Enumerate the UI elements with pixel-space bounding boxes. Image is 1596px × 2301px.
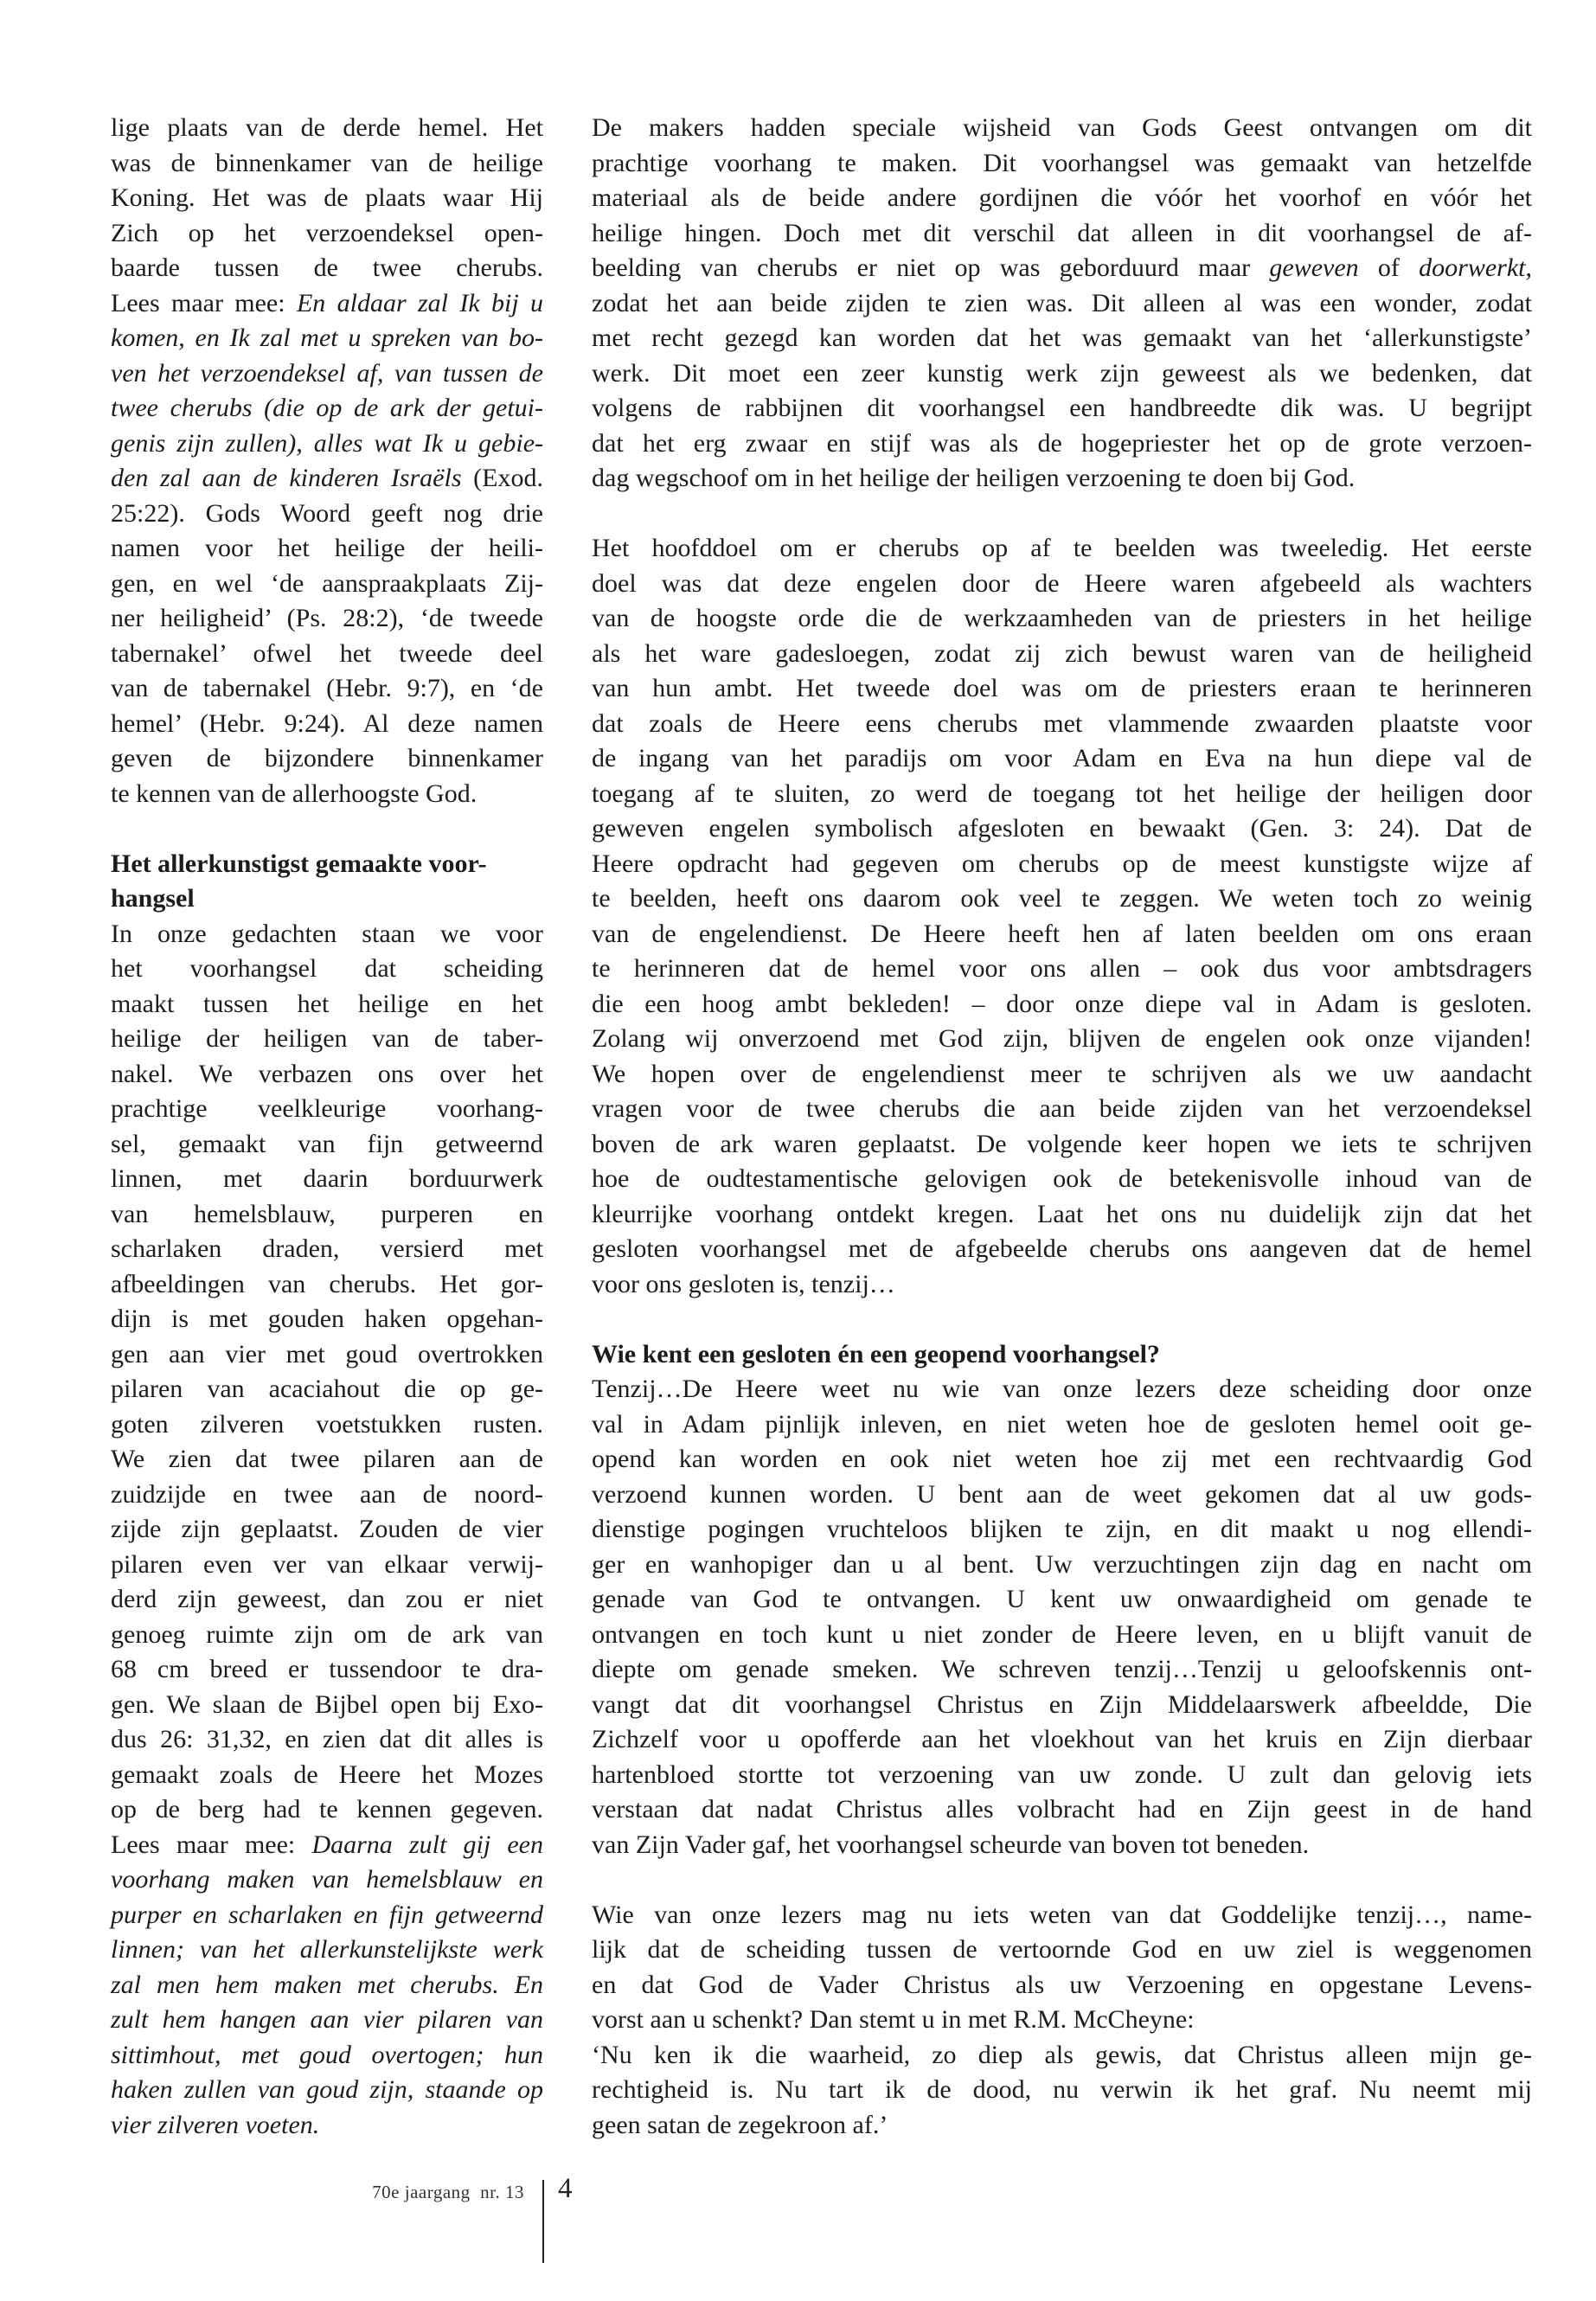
text-run: Het hoofddoel om er cherubs op af te beelden was tweeledig. Het eerste bbox=[592, 534, 1532, 562]
section-heading bbox=[111, 847, 543, 917]
text-line bbox=[111, 391, 543, 426]
text-line bbox=[592, 707, 1532, 742]
right-column bbox=[592, 111, 1532, 2178]
text-line bbox=[111, 1302, 543, 1337]
italic-quote-run: purper en scharlaken en fijn getweernd bbox=[111, 1900, 543, 1929]
text-line bbox=[111, 952, 543, 987]
text-line bbox=[592, 881, 1532, 917]
text-line bbox=[592, 1898, 1532, 1933]
text-line bbox=[111, 1548, 543, 1583]
text-line bbox=[592, 1407, 1532, 1443]
text-run: gesloten voorhangsel met de afgebeelde cherubs ons aangeven dat de hemel bbox=[592, 1234, 1532, 1263]
text-run: baarde tussen de twee cherubs. bbox=[111, 253, 543, 282]
text-run: doel was dat deze engelen door de Heere waren afgebeeld als wachters bbox=[592, 568, 1532, 598]
text-line bbox=[592, 111, 1532, 146]
text-line bbox=[592, 1092, 1532, 1127]
paragraph bbox=[111, 917, 543, 2144]
text-run: Zolang wij onverzoend met God zijn, blijven de engelen ook onze vijanden! bbox=[592, 1024, 1532, 1053]
text-run: voor ons gesloten is, tenzij… bbox=[592, 1269, 895, 1298]
text-line bbox=[111, 917, 543, 952]
text-line bbox=[592, 461, 1532, 497]
text-line bbox=[592, 2003, 1532, 2038]
text-line bbox=[111, 2108, 543, 2144]
text-run: van de hoogste orde die de werkzaamheden van de priesters in het heilige bbox=[592, 604, 1532, 632]
paragraph bbox=[111, 111, 543, 811]
text-run: te beelden, heeft ons daarom ook veel te zeggen. We weten toch zo weinig bbox=[592, 884, 1532, 913]
text-run: Het allerkunstigst gemaakte voor- bbox=[111, 849, 487, 878]
text-run: ‘Nu ken ik die waarheid, zo diep als gewis, dat Christus alleen mijn ge- bbox=[592, 2040, 1532, 2069]
text-line bbox=[111, 671, 543, 707]
text-run: geen satan de zegekroon af.’ bbox=[592, 2110, 888, 2139]
text-run: Wie van onze lezers mag nu iets weten van dat Goddelijke tenzij…, name- bbox=[592, 1900, 1532, 1929]
text-run: , bbox=[1525, 253, 1532, 282]
text-line bbox=[111, 1688, 543, 1723]
text-line bbox=[592, 1477, 1532, 1513]
text-line bbox=[111, 1372, 543, 1407]
text-run: goten zilveren voetstukken rusten. bbox=[111, 1409, 543, 1439]
text-line bbox=[592, 777, 1532, 812]
text-line bbox=[111, 497, 543, 532]
text-line bbox=[111, 1828, 543, 1863]
text-run: prachtige veelkleurige voorhang- bbox=[111, 1094, 543, 1123]
text-run: van hemelsblauw, purperen en bbox=[111, 1199, 543, 1228]
text-run: tabernakel’ ofwel het tweede deel bbox=[111, 638, 543, 668]
text-run: het voorhangsel dat scheiding bbox=[111, 954, 543, 983]
text-run: was de binnenkamer van de heilige bbox=[111, 148, 543, 177]
text-line bbox=[592, 847, 1532, 882]
text-run: boven de ark waren geplaatst. De volgende keer hopen we iets te schrijven bbox=[592, 1129, 1532, 1158]
text-run: pilaren even ver van elkaar verwij- bbox=[111, 1549, 543, 1579]
text-run: dijn is met gouden haken opgehan- bbox=[111, 1304, 543, 1333]
text-line bbox=[111, 1582, 543, 1618]
text-run: van hun ambt. Het tweede doel was om de priesters eraan te herinneren bbox=[592, 674, 1532, 702]
text-run: gen, en wel ‘de aanspraakplaats Zij- bbox=[111, 568, 543, 598]
text-line bbox=[592, 2108, 1532, 2144]
text-line bbox=[111, 216, 543, 252]
text-run: hemel’ (Hebr. 9:24). Al deze namen bbox=[111, 708, 543, 738]
text-run: gen. We slaan de Bijbel open bij Exo- bbox=[111, 1689, 543, 1719]
text-run: We hopen over de engelendienst meer te schrijven als we uw aandacht bbox=[592, 1059, 1532, 1088]
text-line bbox=[111, 637, 543, 672]
italic-quote-run: ven het verzoendeksel af, van tussen de bbox=[111, 358, 543, 388]
text-run: als het ware gadesloegen, zodat zij zich bewust waren van de heiligheid bbox=[592, 638, 1532, 668]
paragraph bbox=[592, 1898, 1532, 2038]
text-line bbox=[592, 2073, 1532, 2108]
text-run: geven de bijzondere binnenkamer bbox=[111, 744, 543, 772]
text-run: zuidzijde en twee aan de noord- bbox=[111, 1479, 543, 1509]
text-line bbox=[111, 1722, 543, 1758]
text-line bbox=[111, 1968, 543, 2003]
text-run: hartenbloed stortte tot verzoening van uw zonde. U zult dan gelovig iets bbox=[592, 1759, 1532, 1789]
text-line bbox=[592, 671, 1532, 707]
text-run: van de tabernakel (Hebr. 9:7), en ‘de bbox=[111, 674, 543, 702]
text-run: vragen voor de twee cherubs die aan beide zijden van het verzoendeksel bbox=[592, 1094, 1532, 1123]
text-run: In onze gedachten staan we voor bbox=[111, 919, 543, 948]
text-run: of bbox=[1358, 253, 1420, 282]
text-run: (Exod. bbox=[461, 464, 543, 492]
text-run: sel, gemaakt van fijn getweernd bbox=[111, 1129, 543, 1158]
section-heading bbox=[592, 1337, 1532, 1373]
text-line bbox=[592, 1792, 1532, 1828]
left-column bbox=[111, 111, 543, 2178]
text-line bbox=[592, 1828, 1532, 1863]
text-line bbox=[111, 1442, 543, 1477]
text-line bbox=[592, 1162, 1532, 1197]
text-line bbox=[111, 286, 543, 322]
italic-quote-run: twee cherubs (die op de ark der getui- bbox=[111, 394, 543, 422]
paragraph bbox=[592, 111, 1532, 497]
text-line bbox=[111, 1232, 543, 1267]
text-line bbox=[592, 1267, 1532, 1303]
text-run: vangt dat dit voorhangsel Christus en Zijn Middelaarswerk afbeeldde, Die bbox=[592, 1689, 1532, 1719]
text-run: De makers hadden speciale wijsheid van Gods Geest ontvangen om dit bbox=[592, 113, 1532, 142]
text-run: gemaakt zoals de Heere het Mozes bbox=[111, 1759, 543, 1789]
text-line bbox=[592, 917, 1532, 952]
text-line bbox=[111, 1758, 543, 1793]
text-line bbox=[592, 1932, 1532, 1968]
paragraph bbox=[592, 1372, 1532, 1862]
text-run: gen aan vier met goud overtrokken bbox=[111, 1339, 543, 1368]
text-line bbox=[592, 1548, 1532, 1583]
text-line bbox=[111, 146, 543, 182]
text-run: Tenzij…De Heere weet nu wie van onze lezers deze scheiding door onze bbox=[592, 1375, 1532, 1403]
text-line bbox=[592, 1232, 1532, 1267]
text-line bbox=[111, 1618, 543, 1653]
text-line bbox=[592, 952, 1532, 987]
text-run: derd zijn geweest, dan zou er niet bbox=[111, 1585, 543, 1613]
text-run: opend kan worden en ook niet weten hoe zij met een rechtvaardig God bbox=[592, 1445, 1532, 1473]
text-line bbox=[592, 1022, 1532, 1057]
footer-issue-label: 70e jaargang nr. 13 bbox=[372, 2182, 524, 2202]
text-line bbox=[592, 1337, 1532, 1373]
text-line bbox=[592, 216, 1532, 252]
text-run: namen voor het heilige der heili- bbox=[111, 534, 543, 562]
text-run: van Zijn Vader gaf, het voorhangsel scheurde van boven tot beneden. bbox=[592, 1830, 1310, 1859]
page-number: 4 bbox=[558, 2173, 573, 2204]
text-line bbox=[592, 321, 1532, 356]
text-run: val in Adam pijnlijk inleven, en niet weten hoe de gesloten hemel ooit ge- bbox=[592, 1409, 1532, 1439]
italic-quote-run: geweven bbox=[1269, 253, 1359, 282]
text-run: Lees maar mee: bbox=[111, 1830, 312, 1859]
text-line bbox=[592, 1372, 1532, 1407]
text-line bbox=[592, 1688, 1532, 1723]
text-run: 25:22). Gods Woord geeft nog drie bbox=[111, 498, 543, 528]
text-run: materiaal als de beide andere gordijnen die vóór het voorhof en vóór het bbox=[592, 183, 1532, 212]
italic-quote-run: genis zijn zullen), alles wat Ik u gebie- bbox=[111, 428, 543, 458]
text-line bbox=[111, 1477, 543, 1513]
italic-quote-run: zal men hem maken met cherubs. En bbox=[111, 1970, 543, 1999]
text-line bbox=[592, 601, 1532, 637]
text-run: maakt tussen het heilige en het bbox=[111, 989, 543, 1018]
text-run: genoeg ruimte zijn om de ark van bbox=[111, 1619, 543, 1649]
text-line bbox=[592, 811, 1532, 847]
text-run: kleurrijke voorhang ontdekt kregen. Laat het ons nu duidelijk zijn dat het bbox=[592, 1199, 1532, 1228]
paragraph bbox=[592, 531, 1532, 1302]
italic-quote-run: En aldaar zal Ik bij u bbox=[296, 288, 543, 317]
text-run: dag wegschoof om in het heilige der heiligen verzoening te doen bij God. bbox=[592, 464, 1356, 492]
text-run: ner heiligheid’ (Ps. 28:2), ‘de tweede bbox=[111, 604, 543, 632]
paragraph bbox=[592, 2038, 1532, 2144]
text-run: en dat God de Vader Christus als uw Verzoening en opgestane Levens- bbox=[592, 1970, 1532, 1999]
text-run: te kennen van de allerhoogste God. bbox=[111, 779, 478, 808]
text-line bbox=[592, 1618, 1532, 1653]
text-line bbox=[592, 531, 1532, 567]
text-run: rechtigheid is. Nu tart ik de dood, nu verwin ik het graf. Nu neemt mij bbox=[592, 2075, 1532, 2104]
text-line bbox=[111, 1932, 543, 1968]
text-line bbox=[592, 987, 1532, 1022]
text-run: Koning. Het was de plaats waar Hij bbox=[111, 183, 543, 212]
text-line bbox=[592, 1127, 1532, 1163]
text-line bbox=[592, 637, 1532, 672]
text-run: verstaan dat nadat Christus alles volbracht had en Zijn geest in de hand bbox=[592, 1795, 1532, 1823]
text-line bbox=[592, 146, 1532, 182]
text-run: scharlaken draden, versierd met bbox=[111, 1234, 543, 1263]
text-line bbox=[592, 391, 1532, 426]
text-run: dat het erg zwaar en stijf was als de hogepriester het op de grote verzoen- bbox=[592, 428, 1532, 458]
text-line bbox=[111, 1092, 543, 1127]
text-run: dienstige pogingen vruchteloos blijken te zijn, en dit maakt u nog ellendi- bbox=[592, 1515, 1532, 1543]
text-run: vorst aan u schenkt? Dan stemt u in met R.M. McCheyne: bbox=[592, 2005, 1195, 2034]
text-line bbox=[111, 321, 543, 356]
text-line bbox=[592, 356, 1532, 392]
text-line bbox=[111, 2003, 543, 2038]
italic-quote-run: zult hem hangen aan vier pilaren van bbox=[111, 2005, 543, 2034]
text-line bbox=[111, 601, 543, 637]
text-line bbox=[111, 461, 543, 497]
text-line bbox=[111, 1267, 543, 1303]
text-line bbox=[592, 567, 1532, 602]
text-run: ger en wanhopiger dan u al bent. Uw verzuchtingen zijn dag en nacht om bbox=[592, 1549, 1532, 1579]
text-run: zijde zijn geplaatst. Zouden de vier bbox=[111, 1515, 543, 1543]
text-line bbox=[592, 1582, 1532, 1618]
text-run: pilaren van acaciahout die op ge- bbox=[111, 1375, 543, 1403]
text-run: afbeeldingen van cherubs. Het gor- bbox=[111, 1269, 543, 1298]
text-line bbox=[592, 1197, 1532, 1233]
text-run: Lees maar mee: bbox=[111, 288, 297, 317]
text-run: met recht gezegd kan worden dat het was gemaakt van het ‘allerkunstigste’ bbox=[592, 324, 1532, 352]
text-line bbox=[111, 777, 543, 812]
text-run: genade van God te ontvangen. U kent uw onwaardigheid om genade te bbox=[592, 1585, 1532, 1613]
text-line bbox=[111, 1197, 543, 1233]
text-run: volgens de rabbijnen dit voorhangsel een handbreedte dik was. U begrijpt bbox=[592, 394, 1532, 422]
text-run: We zien dat twee pilaren aan de bbox=[111, 1445, 543, 1473]
text-run: ontvangen en toch kunt u niet zonder de Heere leven, en u blijft vanuit de bbox=[592, 1619, 1532, 1649]
text-line bbox=[111, 1512, 543, 1548]
text-line bbox=[592, 1512, 1532, 1548]
text-line bbox=[111, 707, 543, 742]
text-line bbox=[111, 111, 543, 146]
text-line bbox=[111, 1162, 543, 1197]
italic-quote-run: Daarna zult gij een bbox=[311, 1830, 543, 1859]
text-run: geweven engelen symbolisch afgesloten en bewaakt (Gen. 3: 24). Dat de bbox=[592, 814, 1532, 843]
text-line bbox=[592, 1968, 1532, 2003]
italic-quote-run: vier zilveren voeten. bbox=[111, 2110, 320, 2139]
text-line bbox=[111, 881, 543, 917]
text-line bbox=[592, 286, 1532, 322]
text-line bbox=[111, 741, 543, 777]
text-line bbox=[111, 531, 543, 567]
text-line bbox=[111, 251, 543, 286]
italic-quote-run: komen, en Ik zal met u spreken van bo- bbox=[111, 324, 543, 352]
text-line bbox=[592, 741, 1532, 777]
text-line bbox=[111, 1127, 543, 1163]
text-run: lige plaats van de derde hemel. Het bbox=[111, 113, 543, 142]
text-run: hangsel bbox=[111, 884, 195, 913]
text-line bbox=[111, 1652, 543, 1688]
text-line bbox=[111, 567, 543, 602]
text-run: Zichzelf voor u opofferde aan het vloekhout van het kruis en Zijn dierbaar bbox=[592, 1725, 1532, 1753]
text-line bbox=[111, 181, 543, 216]
text-run: op de berg had te kennen gegeven. bbox=[111, 1795, 543, 1823]
text-run: Wie kent een gesloten én een geopend voorhangsel? bbox=[592, 1339, 1160, 1368]
text-line bbox=[111, 2073, 543, 2108]
text-run: de ingang van het paradijs om voor Adam en Eva na hun diepe val de bbox=[592, 744, 1532, 772]
text-line bbox=[111, 2038, 543, 2073]
text-line bbox=[111, 987, 543, 1022]
text-run: heilige hingen. Doch met dit verschil dat alleen in dit voorhangsel de af- bbox=[592, 218, 1532, 247]
text-line bbox=[111, 1898, 543, 1933]
text-run: werk. Dit moet een zeer kunstig werk zijn geweest als we bedenken, dat bbox=[592, 358, 1532, 388]
text-line bbox=[592, 1758, 1532, 1793]
text-run: van de engelendienst. De Heere heeft hen af laten beelden om ons eraan bbox=[592, 919, 1532, 948]
text-line bbox=[111, 356, 543, 392]
text-run: Heere opdracht had gegeven om cherubs op de meest kunstigste wijze af bbox=[592, 849, 1532, 878]
italic-quote-run: haken zullen van goud zijn, staande op bbox=[111, 2075, 543, 2104]
text-line bbox=[592, 1442, 1532, 1477]
text-run: nakel. We verbazen ons over het bbox=[111, 1059, 543, 1088]
text-line bbox=[111, 1057, 543, 1093]
text-line bbox=[111, 1407, 543, 1443]
italic-quote-run: sittimhout, met goud overtogen; hun bbox=[111, 2040, 543, 2069]
text-line bbox=[111, 1337, 543, 1373]
text-line bbox=[111, 1022, 543, 1057]
text-run: heilige der heiligen van de taber- bbox=[111, 1024, 543, 1053]
text-run: te herinneren dat de hemel voor ons allen – ook dus voor ambtsdragers bbox=[592, 954, 1532, 983]
text-line bbox=[592, 1722, 1532, 1758]
text-run: hoe de oudtestamentische gelovigen ook de betekenisvolle inhoud van de bbox=[592, 1164, 1532, 1193]
text-line bbox=[111, 1792, 543, 1828]
text-line bbox=[111, 426, 543, 462]
text-run: zodat het aan beide zijden te zien was. Dit alleen al was een wonder, zodat bbox=[592, 288, 1532, 317]
text-run: diepte om genade smeken. We schreven tenzij…Tenzij u geloofskennis ont- bbox=[592, 1655, 1532, 1683]
text-run: dat zoals de Heere eens cherubs met vlammende zwaarden plaatste voor bbox=[592, 708, 1532, 738]
text-line bbox=[111, 847, 543, 882]
text-line bbox=[111, 1862, 543, 1898]
text-run: 68 cm breed er tussendoor te dra- bbox=[111, 1655, 543, 1683]
text-line bbox=[592, 426, 1532, 462]
text-line bbox=[592, 2038, 1532, 2073]
text-line bbox=[592, 181, 1532, 216]
italic-quote-run: linnen; van het allerkunstelijkste werk bbox=[111, 1935, 543, 1964]
footer-divider bbox=[542, 2180, 544, 2263]
italic-quote-run: voorhang maken van hemelsblauw en bbox=[111, 1865, 543, 1894]
text-run: verzoend kunnen worden. U bent aan de weet gekomen dat al uw gods- bbox=[592, 1479, 1532, 1509]
text-run: die een hoog ambt bekleden! – door onze diepe val in Adam is gesloten. bbox=[592, 989, 1532, 1018]
italic-quote-run: doorwerkt bbox=[1419, 253, 1526, 282]
text-run: dus 26: 31,32, en zien dat dit alles is bbox=[111, 1725, 543, 1753]
text-run: prachtige voorhang te maken. Dit voorhangsel was gemaakt van hetzelfde bbox=[592, 148, 1532, 177]
text-line bbox=[592, 1652, 1532, 1688]
text-line bbox=[592, 1057, 1532, 1093]
text-run: beelding van cherubs er niet op was geborduurd maar bbox=[592, 253, 1270, 282]
text-line bbox=[592, 251, 1532, 286]
text-run: linnen, met daarin borduurwerk bbox=[111, 1164, 543, 1193]
text-run: Zich op het verzoendeksel open- bbox=[111, 218, 543, 247]
text-run: lijk dat de scheiding tussen de vertoornde God en uw ziel is weggenomen bbox=[592, 1935, 1532, 1964]
text-run: toegang af te sluiten, zo werd de toegang tot het heilige der heiligen door bbox=[592, 779, 1532, 808]
italic-quote-run: den zal aan de kinderen Israëls bbox=[111, 464, 462, 492]
